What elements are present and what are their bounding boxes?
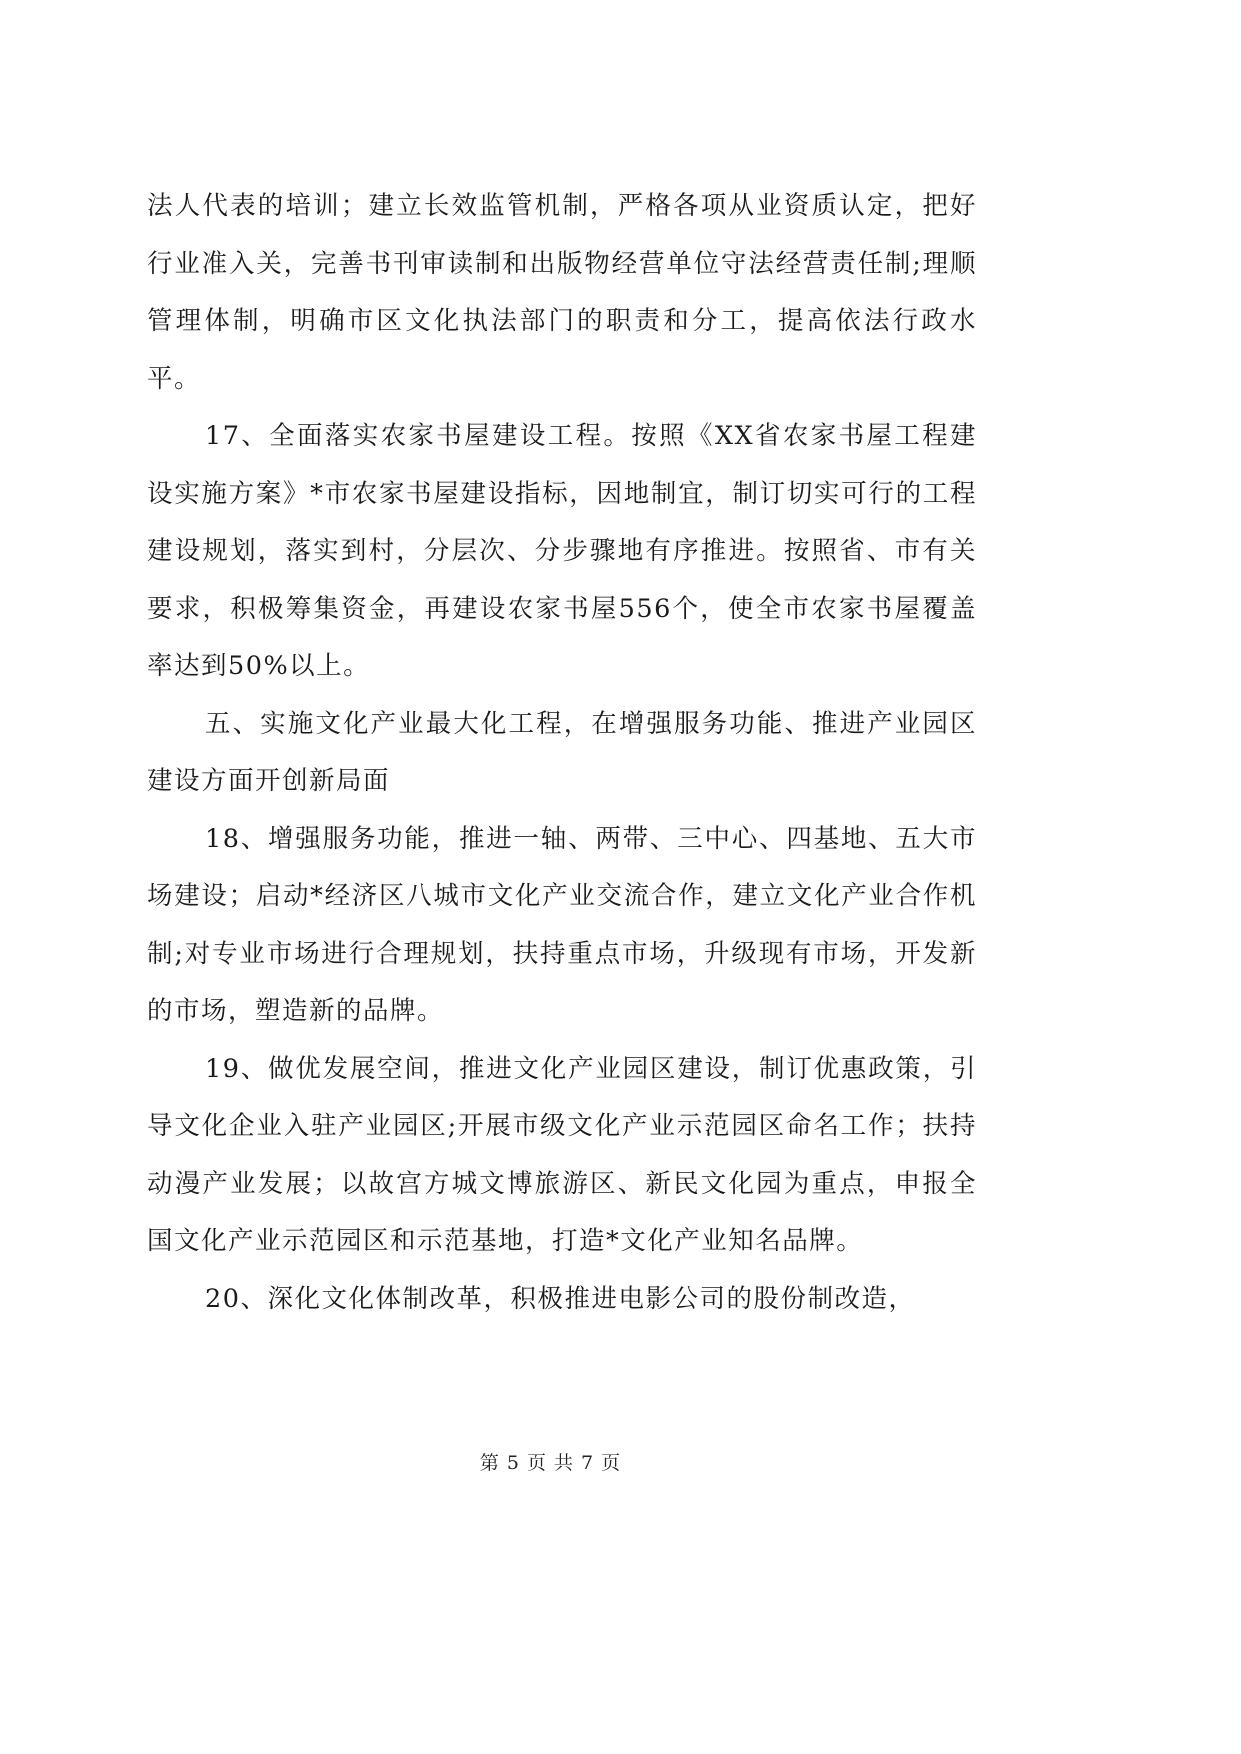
- paragraph-item-18: 18、增强服务功能，推进一轴、两带、三中心、四基地、五大市场建设；启动*经济区八城市文化产业交流合作，建立文化产业合作机制;对专业市场进行合理规划，扶持重点市场，升级现有市场，开发新的市场，塑造新的品牌。: [147, 823, 977, 1026]
- paragraph-item-20: 20、深化文化体制改革，积极推进电影公司的股份制改造，: [205, 1283, 916, 1314]
- document-body: [147, 178, 977, 1328]
- paragraph-item-17: 17、全面落实农家书屋建设工程。按照《XX省农家书屋工程建设实施方案》*市农家书屋建设指标，因地制宜，制订切实可行的工程建设规划，落实到村，分层次、分步骤地有序推进。按照省、市有关要求，积极筹集资金，再建设农家书屋556个，使全市农家书屋覆盖率达到50%以上。: [147, 421, 977, 681]
- page-number-footer: 第 5 页 共 7 页: [479, 1452, 622, 1474]
- paragraph-item-19: 19、做优发展空间，推进文化产业园区建设，制订优惠政策，引导文化企业入驻产业园区;开展市级文化产业示范园区命名工作；扶持动漫产业发展；以故宫方城文博旅游区、新民文化园为重点，申报全国文化产业示范园区和示范基地，打造*文化产业知名品牌。: [147, 1053, 977, 1256]
- section-heading-five: 五、实施文化产业最大化工程，在增强服务功能、推进产业园区建设方面开创新局面: [147, 708, 977, 796]
- paragraph-continued: 法人代表的培训；建立长效监管机制，严格各项从业资质认定，把好行业准入关，完善书刊审读制和出版物经营单位守法经营责任制;理顺管理体制，明确市区文化执法部门的职责和分工，提高依法行政水平。: [147, 191, 977, 394]
